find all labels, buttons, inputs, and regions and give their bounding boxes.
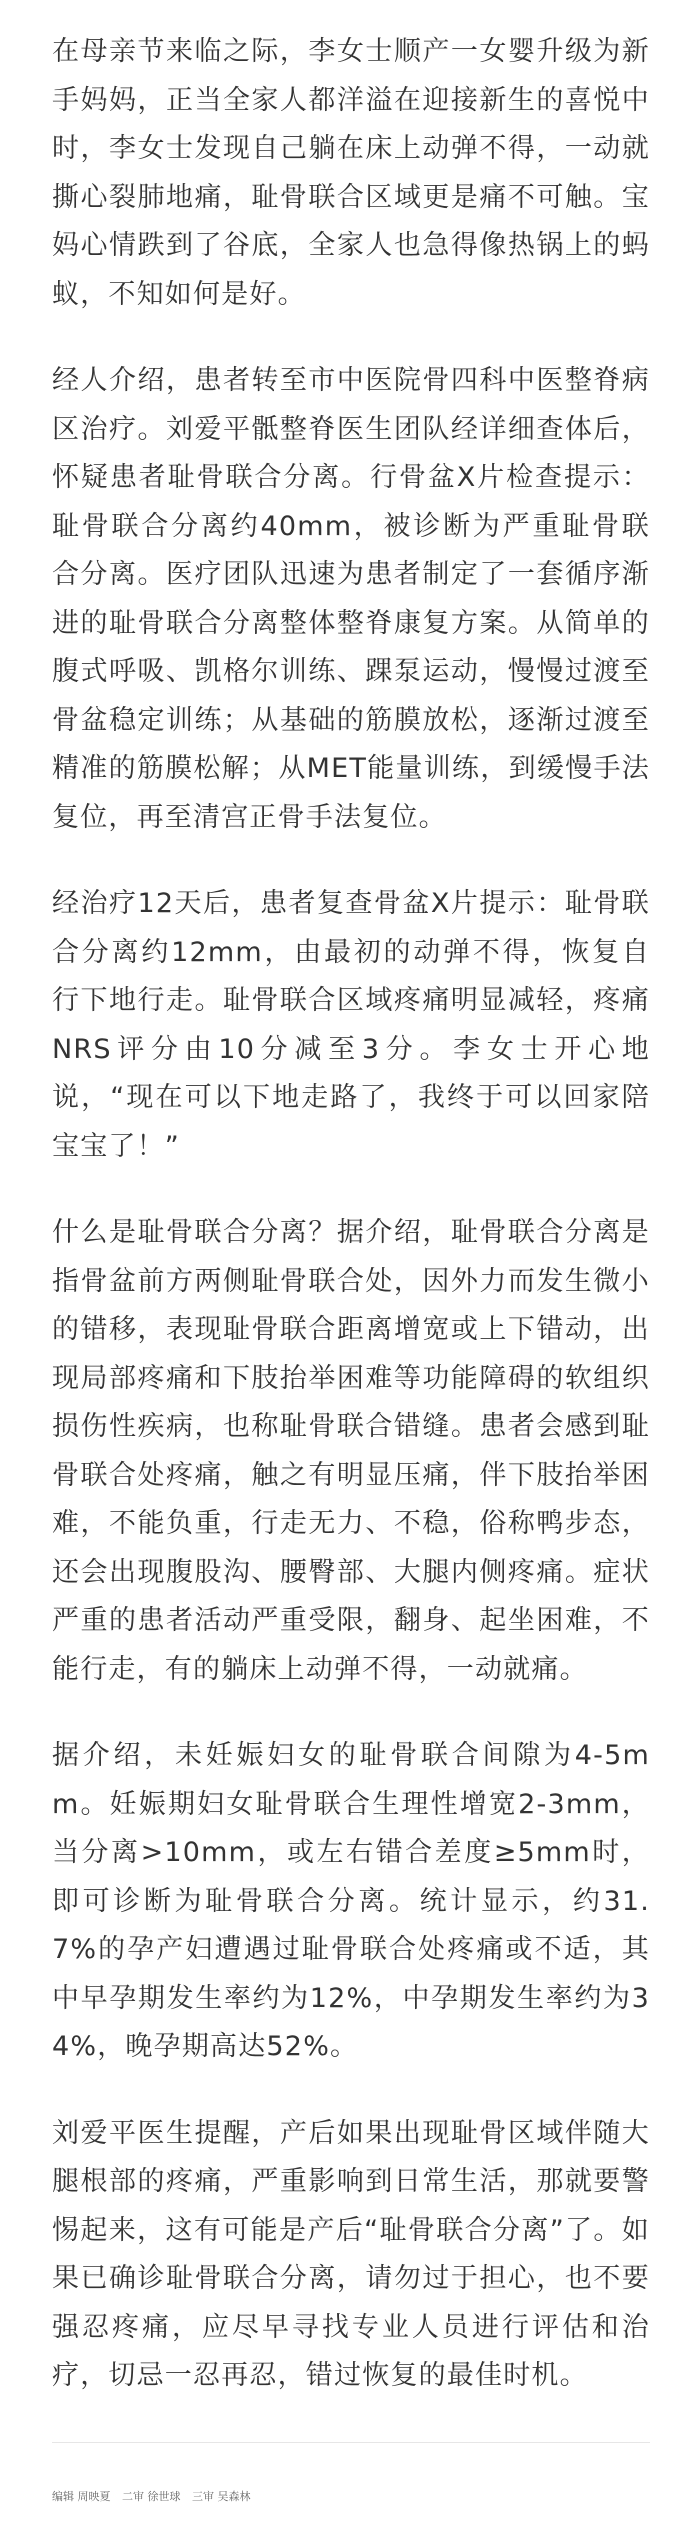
editor-credit: 编辑 周映夏	[52, 2490, 111, 2503]
footer-divider	[52, 2442, 650, 2443]
editor-credits	[52, 2490, 259, 2504]
article-body	[52, 28, 650, 2439]
article-paragraph: 经人介绍，患者转至市中医院骨四科中医整脊病区治疗。刘爱平骶整脊医生团队经详细查体后，怀疑患者耻骨联合分离。行骨盆X片检查提示：耻骨联合分离约40mm，被诊断为严重耻骨联合分离。医疗团队迅速为患者制定了一套循序渐进的耻骨联合分离整体整脊康复方案。从简单的腹式呼吸、凯格尔训练、踝泵运动，慢慢过渡至骨盆稳定训练；从基础的筋膜放松，逐渐过渡至精准的筋膜松解；从MET能量训练，到缓慢手法复位，再至清宫正骨手法复位。	[52, 365, 650, 833]
article-paragraph: 在母亲节来临之际，李女士顺产一女婴升级为新手妈妈，正当全家人都洋溢在迎接新生的喜悦中时，李女士发现自己躺在床上动弹不得，一动就撕心裂肺地痛，耻骨联合区域更是痛不可触。宝妈心情跌到了谷底，全家人也急得像热锅上的蚂蚁，不知如何是好。	[52, 36, 650, 310]
article-paragraph: 经治疗12天后，患者复查骨盆X片提示：耻骨联合分离约12mm，由最初的动弹不得，恢复自行下地行走。耻骨联合区域疼痛明显减轻，疼痛NRS评分由10分减至3分。李女士开心地说，“现在可以下地走路了，我终于可以回家陪宝宝了！”	[52, 888, 650, 1162]
article-paragraph: 据介绍，未妊娠妇女的耻骨联合间隙为4-5mm。妊娠期妇女耻骨联合生理性增宽2-3mm，当分离>10mm，或左右错合差度≥5mm时，即可诊断为耻骨联合分离。统计显示，约31.7%的孕产妇遭遇过耻骨联合处疼痛或不适，其中早孕期发生率约为12%，中孕期发生率约为34%，晚孕期高达52%。	[52, 1740, 650, 2062]
article-paragraph: 什么是耻骨联合分离？据介绍，耻骨联合分离是指骨盆前方两侧耻骨联合处，因外力而发生微小的错移，表现耻骨联合距离增宽或上下错动，出现局部疼痛和下肢抬举困难等功能障碍的软组织损伤性疾病，也称耻骨联合错缝。患者会感到耻骨联合处疼痛，触之有明显压痛，伴下肢抬举困难，不能负重，行走无力、不稳，俗称鸭步态，还会出现腹股沟、腰臀部、大腿内侧疼痛。症状严重的患者活动严重受限，翻身、起坐困难，不能行走，有的躺床上动弹不得，一动就痛。	[52, 1217, 650, 1685]
third-review-credit: 三审 吴森林	[192, 2490, 251, 2503]
article-paragraph: 刘爱平医生提醒，产后如果出现耻骨区域伴随大腿根部的疼痛，严重影响到日常生活，那就要警惕起来，这有可能是产后“耻骨联合分离”了。如果已确诊耻骨联合分离，请勿过于担心，也不要强忍疼痛，应尽早寻找专业人员进行评估和治疗，切忌一忍再忍，错过恢复的最佳时机。	[52, 2117, 650, 2391]
second-review-credit: 二审 徐世球	[122, 2490, 181, 2503]
